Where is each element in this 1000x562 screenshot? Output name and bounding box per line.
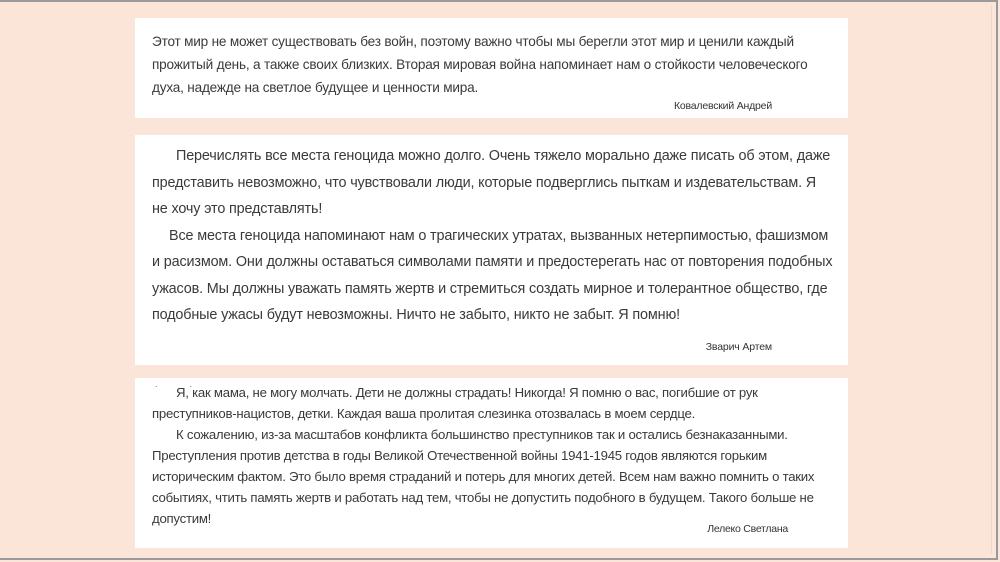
essay-card-kovalevsky (135, 18, 848, 118)
essay-paragraph: Все места геноцида напоминают нам о трагических утратах, вызванных нетерпимостью, фашизмом и расизмом. Они должны оставаться символами памяти и предостерегать нас от повторения подобных ужасов. Мы должны уважать память жертв и стремиться создать мирное и толерантное общество, где подобные ужасы будут невозможны. Ничто не забыто, никто не забыт. Я помню! (152, 227, 833, 323)
essay-paragraph: К сожалению, из-за масштабов конфликта большинство преступников так и остались безнаказанными. Преступления против детства в годы Великой Отечественной войны 1941-1945 годов являются горьким историческим фактом. Это было время страданий и потерь для многих детей. Всем нам важно помнить о таких событиях, чтить память жертв и работать над тем, чтобы не допустить подобного в будущем. Такого больше не допустим! (152, 427, 818, 526)
essay-paragraph: Этот мир не может существовать без войн, поэтому важно чтобы мы берегли этот мир и ценили каждый прожитый день, а также своих близких. Вторая мировая война напоминает нам о стойкости человеческого духа, надежде на светлое будущее и ценности мира. (152, 34, 808, 95)
decorative-dots: .. (155, 379, 225, 389)
essay-card-leleko (135, 378, 848, 548)
essay-card-zvarich (135, 135, 848, 365)
author-name: Зварич Артем (705, 341, 772, 353)
essay-paragraph: Перечислять все места геноцида можно долго. Очень тяжело морально даже писать об этом, даже представить невозможно, что чувствовали люди, которые подверглись пыткам и издевательствам. Я не хочу это представлять! (152, 148, 831, 217)
author-name: Ковалевский Андрей (673, 100, 772, 112)
author-name: Лелеко Светлана (707, 523, 788, 535)
essay-paragraph: Я, как мама, не могу молчать. Дети не должны страдать! Никогда! Я помню о вас, погибшие от рук преступников-нацистов, детки. Каждая ваша пролитая слезинка отозвалась в моем сердце. (152, 385, 758, 421)
